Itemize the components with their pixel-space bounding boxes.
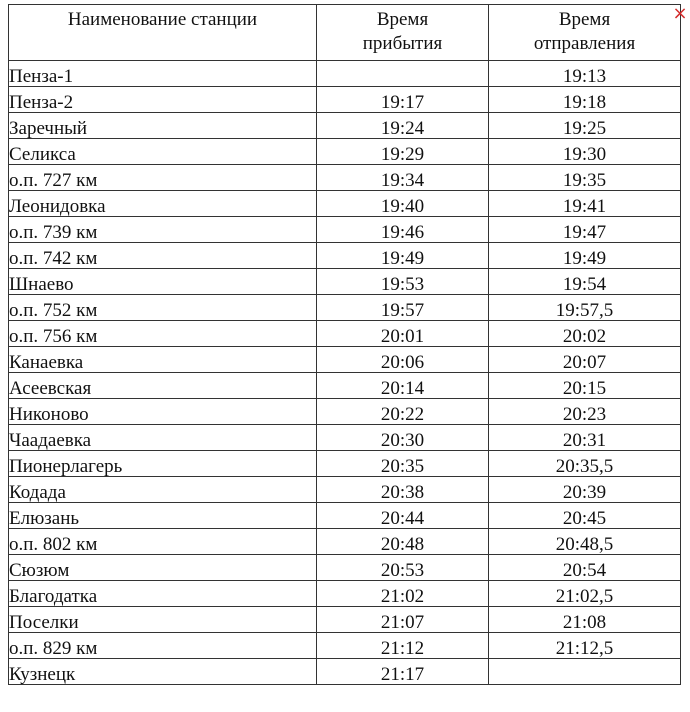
table-row [9, 607, 681, 633]
arrival-time-cell: 21:12 [317, 633, 489, 659]
arrival-time-cell: 20:35 [317, 451, 489, 477]
station-name-cell: Асеевская [9, 373, 317, 399]
station-name-cell: о.п. 752 км [9, 295, 317, 321]
table-row [9, 113, 681, 139]
station-name-cell: Леонидовка [9, 191, 317, 217]
station-name-cell: Заречный [9, 113, 317, 139]
table-row [9, 139, 681, 165]
station-name-cell: о.п. 727 км [9, 165, 317, 191]
departure-time-cell: 19:49 [489, 243, 681, 269]
table-row [9, 87, 681, 113]
departure-time-cell: 20:31 [489, 425, 681, 451]
station-name-cell: Благодатка [9, 581, 317, 607]
station-name-cell: Кузнецк [9, 659, 317, 685]
departure-time-cell: 19:54 [489, 269, 681, 295]
departure-time-cell: 20:39 [489, 477, 681, 503]
table-row [9, 61, 681, 87]
table-row [9, 633, 681, 659]
arrival-time-cell: 19:34 [317, 165, 489, 191]
station-name-cell: Селикса [9, 139, 317, 165]
station-name-cell: о.п. 756 км [9, 321, 317, 347]
timetable-body [9, 61, 681, 685]
table-row [9, 581, 681, 607]
departure-time-cell: 20:02 [489, 321, 681, 347]
arrival-time-cell: 20:06 [317, 347, 489, 373]
arrival-time-cell: 20:14 [317, 373, 489, 399]
table-row [9, 243, 681, 269]
table-row [9, 659, 681, 685]
table-row [9, 295, 681, 321]
departure-time-cell: 20:35,5 [489, 451, 681, 477]
station-name-cell: Никоново [9, 399, 317, 425]
departure-time-cell: 21:08 [489, 607, 681, 633]
table-row [9, 425, 681, 451]
departure-time-cell [489, 659, 681, 685]
arrival-time-cell [317, 61, 489, 87]
header-row [9, 5, 681, 61]
table-row [9, 477, 681, 503]
arrival-time-cell: 20:30 [317, 425, 489, 451]
arrival-time-cell: 19:24 [317, 113, 489, 139]
departure-time-cell: 21:02,5 [489, 581, 681, 607]
arrival-time-cell: 20:44 [317, 503, 489, 529]
timetable [8, 4, 681, 685]
departure-time-cell: 19:18 [489, 87, 681, 113]
departure-time-cell: 19:25 [489, 113, 681, 139]
departure-time-cell: 19:57,5 [489, 295, 681, 321]
station-name-cell: Пенза-2 [9, 87, 317, 113]
arrival-time-cell: 20:38 [317, 477, 489, 503]
departure-time-cell: 19:13 [489, 61, 681, 87]
table-row [9, 451, 681, 477]
header-station-label: Наименование станции [67, 9, 258, 30]
station-name-cell: о.п. 802 км [9, 529, 317, 555]
station-name-cell: Канаевка [9, 347, 317, 373]
station-name-cell: Сюзюм [9, 555, 317, 581]
table-row [9, 399, 681, 425]
arrival-time-cell: 19:57 [317, 295, 489, 321]
arrival-time-cell: 19:46 [317, 217, 489, 243]
arrival-time-cell: 19:17 [317, 87, 489, 113]
arrival-time-cell: 21:17 [317, 659, 489, 685]
arrival-time-cell: 19:53 [317, 269, 489, 295]
station-name-cell: Шнаево [9, 269, 317, 295]
station-name-cell: Пенза-1 [9, 61, 317, 87]
departure-time-cell: 20:48,5 [489, 529, 681, 555]
departure-time-cell: 20:54 [489, 555, 681, 581]
arrival-time-cell: 20:53 [317, 555, 489, 581]
table-row [9, 529, 681, 555]
table-row [9, 191, 681, 217]
departure-time-cell: 20:15 [489, 373, 681, 399]
table-row [9, 165, 681, 191]
arrival-time-cell: 20:48 [317, 529, 489, 555]
close-icon[interactable]: × [672, 3, 688, 24]
arrival-time-cell: 20:01 [317, 321, 489, 347]
header-departure [489, 5, 681, 61]
station-name-cell: о.п. 742 км [9, 243, 317, 269]
departure-time-cell: 20:45 [489, 503, 681, 529]
table-row [9, 217, 681, 243]
header-station [9, 5, 317, 61]
arrival-time-cell: 21:02 [317, 581, 489, 607]
table-row [9, 321, 681, 347]
table-row [9, 269, 681, 295]
header-departure-line1: Время [558, 9, 611, 30]
table-row [9, 503, 681, 529]
station-name-cell: Чаадаевка [9, 425, 317, 451]
station-name-cell: Кодада [9, 477, 317, 503]
departure-time-cell: 20:23 [489, 399, 681, 425]
header-departure-line2: отправления [533, 33, 636, 54]
departure-time-cell: 19:35 [489, 165, 681, 191]
departure-time-cell: 21:12,5 [489, 633, 681, 659]
table-row [9, 555, 681, 581]
arrival-time-cell: 21:07 [317, 607, 489, 633]
header-arrival-line2: прибытия [362, 33, 443, 54]
departure-time-cell: 19:30 [489, 139, 681, 165]
arrival-time-cell: 19:29 [317, 139, 489, 165]
departure-time-cell: 19:41 [489, 191, 681, 217]
departure-time-cell: 20:07 [489, 347, 681, 373]
departure-time-cell: 19:47 [489, 217, 681, 243]
arrival-time-cell: 20:22 [317, 399, 489, 425]
header-arrival [317, 5, 489, 61]
station-name-cell: о.п. 829 км [9, 633, 317, 659]
station-name-cell: Елюзань [9, 503, 317, 529]
table-row [9, 347, 681, 373]
arrival-time-cell: 19:40 [317, 191, 489, 217]
station-name-cell: Поселки [9, 607, 317, 633]
station-name-cell: о.п. 739 км [9, 217, 317, 243]
header-arrival-line1: Время [376, 9, 429, 30]
timetable-header [9, 5, 681, 61]
arrival-time-cell: 19:49 [317, 243, 489, 269]
station-name-cell: Пионерлагерь [9, 451, 317, 477]
table-row [9, 373, 681, 399]
